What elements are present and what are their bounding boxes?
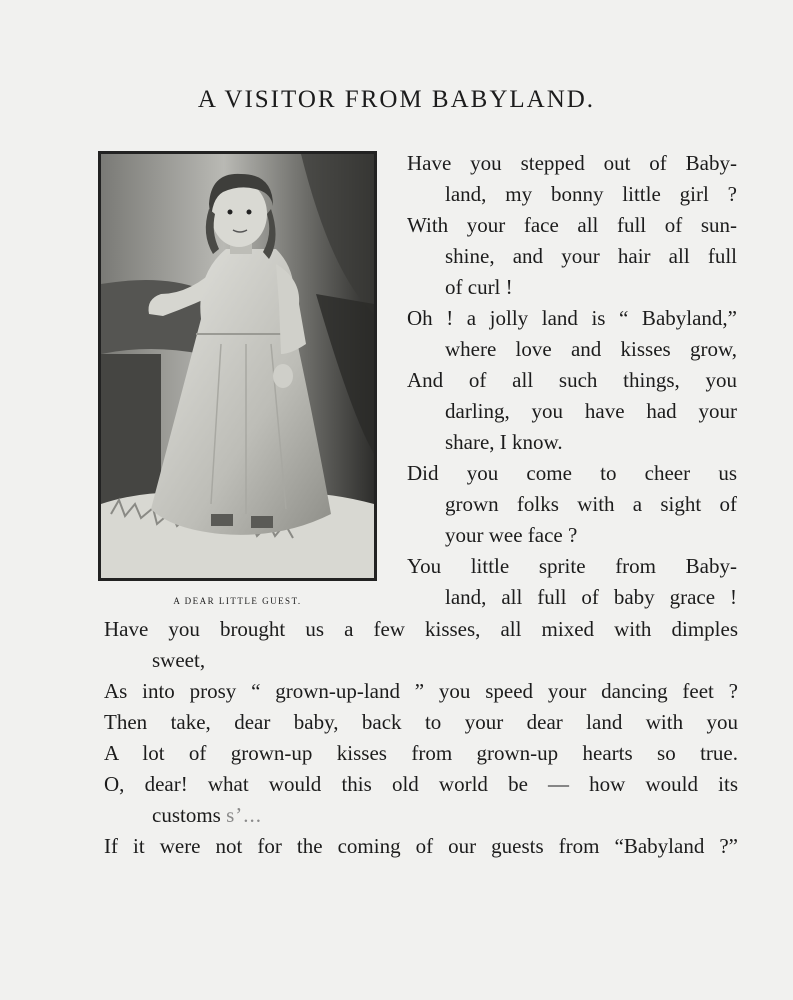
poem-line: share, I know. — [445, 430, 563, 454]
photo-caption: A DEAR LITTLE GUEST. — [173, 596, 302, 606]
poem-line-text: customs — [152, 803, 221, 827]
poem-line: your wee face ? — [445, 523, 578, 547]
poem-main-column — [104, 614, 738, 862]
poem-line: land, all full of baby grace ! — [445, 585, 737, 609]
poem-line: Then take, dear baby, back to your dear land with you — [104, 710, 738, 734]
portrait-photo — [98, 151, 377, 581]
poem-line: If it were not for the coming of our guests from “Babyland ?” — [104, 834, 738, 858]
poem-line: darling, you have had your — [445, 399, 737, 423]
poem-line: As into prosy “ grown-up-land ” you speed your dancing feet ? — [104, 679, 738, 703]
poem-line: where love and kisses grow, — [445, 337, 737, 361]
poem-line: A lot of grown-up kisses from grown-up hearts so true. — [104, 741, 738, 765]
poem-side-column — [407, 148, 737, 613]
poem-line: grown folks with a sight of — [445, 492, 737, 516]
poem-line: Have you stepped out of Baby- — [407, 151, 737, 175]
poem-line: You little sprite from Baby- — [407, 554, 737, 578]
poem-line: Oh ! a jolly land is “ Babyland,” — [407, 306, 737, 330]
page-title: A VISITOR FROM BABYLAND. — [197, 86, 596, 113]
smudged-print: s’... — [226, 803, 263, 827]
poem-line: With your face all full of sun- — [407, 213, 737, 237]
poem-line: And of all such things, you — [407, 368, 737, 392]
poem-line: Did you come to cheer us — [407, 461, 737, 485]
poem-line: shine, and your hair all full — [445, 244, 737, 268]
poem-line: land, my bonny little girl ? — [445, 182, 737, 206]
poem-line: of curl ! — [445, 275, 513, 299]
poem-line: O, dear! what would this old world be — how would its — [104, 772, 738, 796]
poem-line-partial — [104, 800, 738, 831]
poem-line: Have you brought us a few kisses, all mixed with dimples — [104, 617, 738, 641]
poem-line: sweet, — [152, 648, 206, 672]
child-portrait-illustration — [101, 154, 374, 578]
